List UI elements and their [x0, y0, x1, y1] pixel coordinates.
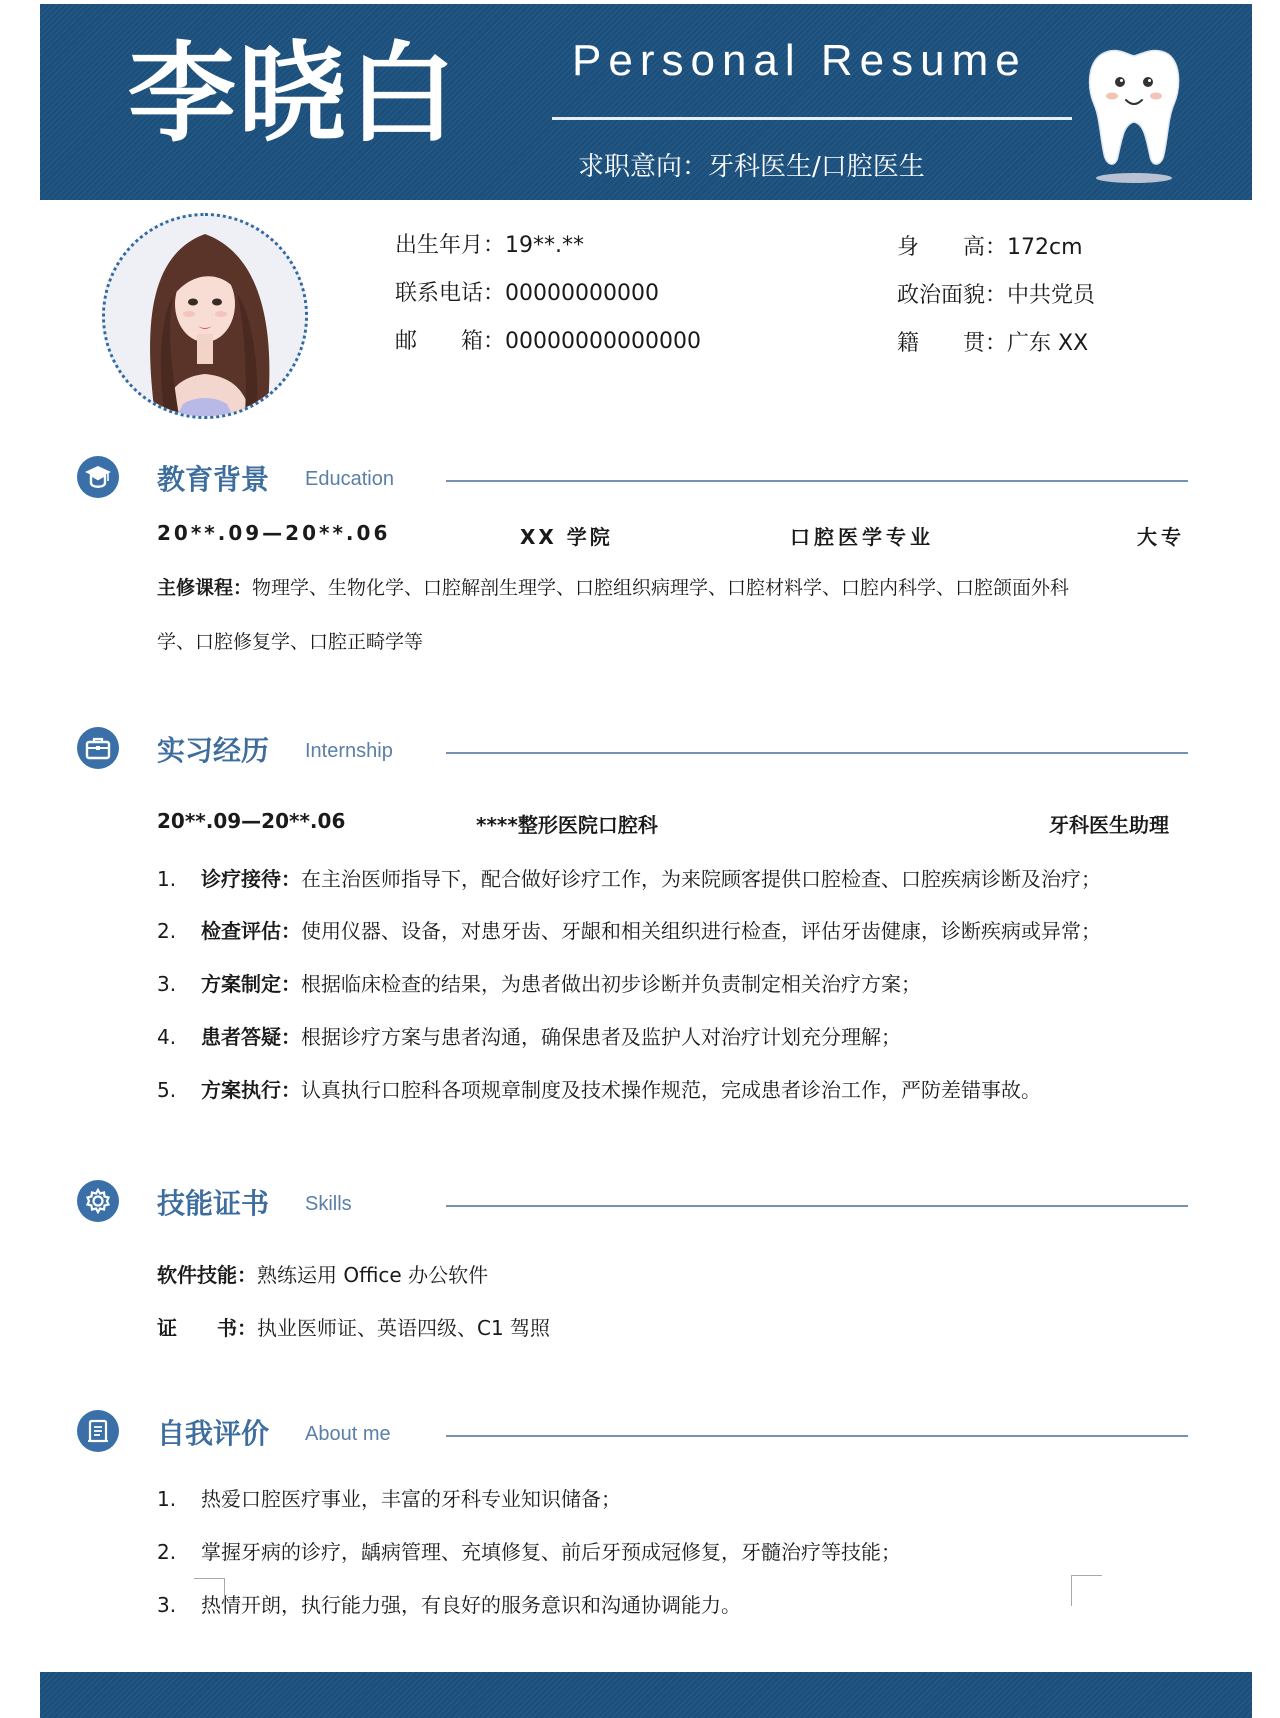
internship-item: 3. 方案制定：根据临床检查的结果，为患者做出初步诊断并负责制定相关治疗方案；	[157, 972, 921, 996]
education-courses-cont: 学、口腔修复学、口腔正畸学等	[157, 631, 424, 653]
section-divider	[446, 480, 1188, 482]
info-email: 邮 箱：00000000000000	[395, 329, 701, 354]
title-divider	[552, 117, 1072, 120]
section-subtitle-skills: Skills	[305, 1193, 352, 1215]
section-title-about: 自我评价	[157, 1417, 270, 1450]
education-major: 口腔医学专业	[790, 525, 934, 549]
education-degree: 大专	[1137, 525, 1185, 549]
info-hometown: 籍 贯：广东 XX	[897, 331, 1089, 356]
graduation-cap-icon	[77, 456, 119, 498]
internship-org: ****整形医院口腔科	[476, 813, 658, 837]
job-intent	[578, 146, 925, 183]
footer-banner	[40, 1672, 1252, 1718]
tooth-mascot-icon	[1082, 46, 1186, 186]
internship-item: 2. 检查评估：使用仪器、设备，对患牙齿、牙龈和相关组织进行检查，评估牙齿健康，诊断疾病或异常；	[157, 919, 1101, 943]
about-item: 2. 掌握牙病的诊疗，龋病管理、充填修复、前后牙预成冠修复，牙髓治疗等技能；	[157, 1540, 901, 1564]
info-height: 身 高：172cm	[897, 235, 1083, 260]
section-subtitle-about: About me	[305, 1423, 391, 1445]
skill-item-certificates: 证 书：执业医师证、英语四级、C1 驾照	[157, 1316, 551, 1340]
notebook-icon	[77, 1410, 119, 1452]
crop-mark	[194, 1578, 225, 1609]
section-title-skills: 技能证书	[157, 1187, 270, 1220]
internship-period: 20**.09—20**.06	[157, 809, 346, 833]
section-divider	[446, 1435, 1188, 1437]
section-subtitle-internship: Internship	[305, 740, 393, 762]
briefcase-icon	[77, 727, 119, 769]
about-item: 1. 热爱口腔医疗事业，丰富的牙科专业知识储备；	[157, 1487, 621, 1511]
section-divider	[446, 752, 1188, 754]
education-period: 20**.09—20**.06	[157, 521, 391, 545]
section-subtitle-education: Education	[305, 468, 394, 490]
info-phone: 联系电话：00000000000	[395, 281, 659, 306]
education-courses: 主修课程：物理学、生物化学、口腔解剖生理学、口腔组织病理学、口腔材料学、口腔内科学、口腔颌面外科	[157, 577, 1070, 599]
job-intent-value: 牙科医生/口腔医生	[708, 152, 925, 182]
about-item: 3. 热情开朗，执行能力强，有良好的服务意识和沟通协调能力。	[157, 1593, 741, 1617]
section-title-internship: 实习经历	[157, 734, 270, 767]
info-birth: 出生年月：19**.**	[395, 233, 585, 258]
info-political-status: 政治面貌：中共党员	[897, 283, 1096, 308]
avatar-portrait	[102, 213, 308, 419]
internship-item: 1. 诊疗接待：在主治医师指导下，配合做好诊疗工作，为来院顾客提供口腔检查、口腔疾病诊断及治疗；	[157, 867, 1101, 891]
internship-item: 5. 方案执行：认真执行口腔科各项规章制度及技术操作规范，完成患者诊治工作，严防差错事故。	[157, 1078, 1041, 1102]
internship-role: 牙科医生助理	[1049, 813, 1169, 837]
section-divider	[446, 1205, 1188, 1207]
skill-item-software: 软件技能：熟练运用 Office 办公软件	[157, 1263, 489, 1287]
crop-mark	[1071, 1575, 1102, 1606]
resume-title: Personal Resume	[572, 36, 1027, 85]
section-title-education: 教育背景	[157, 463, 270, 496]
education-school: XX 学院	[520, 525, 613, 549]
candidate-name: 李晓白	[128, 32, 459, 157]
job-intent-label: 求职意向：	[578, 152, 709, 182]
gear-icon	[77, 1180, 119, 1222]
internship-item: 4. 患者答疑：根据诊疗方案与患者沟通，确保患者及监护人对治疗计划充分理解；	[157, 1025, 901, 1049]
